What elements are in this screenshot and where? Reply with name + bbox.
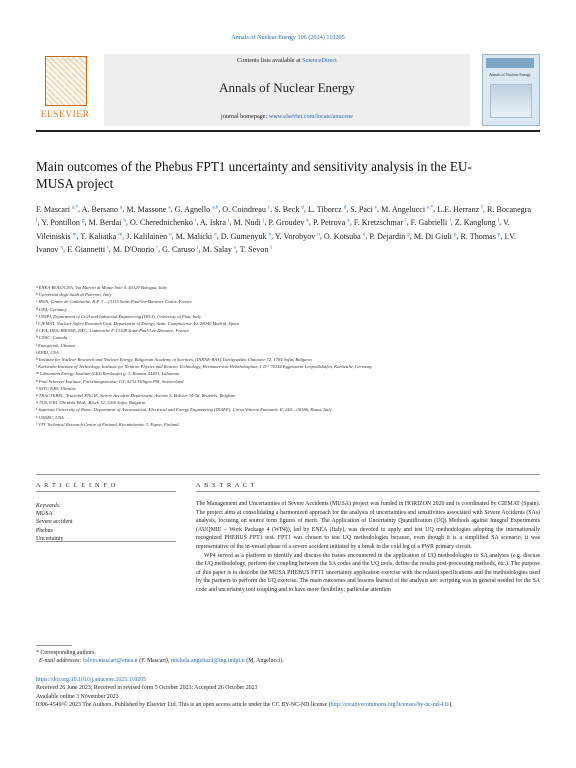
- affiliation: [36, 284, 556, 291]
- affiliation-text: ENEA-BOLOGNA, Via Martiri di Monte Sole 4, 40129 Bologna, Italy: [38, 285, 168, 290]
- affiliation-label: p: [36, 393, 38, 398]
- author-affiliation-marker[interactable]: g: [82, 218, 85, 224]
- affiliation: [36, 385, 556, 392]
- author-affiliation-marker[interactable]: a: [120, 205, 123, 210]
- keywords-block: [36, 502, 176, 543]
- author[interactable]: [82, 205, 123, 214]
- affiliation-label: n: [36, 378, 38, 383]
- author-affiliation-marker[interactable]: a,b: [212, 205, 219, 210]
- journal-title: Annals of Nuclear Energy: [219, 80, 355, 95]
- author-name: A. Iskra: [199, 218, 226, 228]
- corresponding-footnote: [36, 649, 536, 666]
- author-affiliation-marker[interactable]: q: [60, 245, 64, 251]
- affiliation: [36, 327, 556, 334]
- author[interactable]: [411, 218, 451, 227]
- affiliation-text: Sapienza University of Rome, Department of Astronautical, Electrical and Energy Engineering (DIAEE), Corso Vittorio Emanuele II, 244 – 00186, Roma, Italy: [38, 407, 332, 413]
- affiliation-text: CEA, DES, IRESNE, DEC, Cadarache F-13108 Saint-Paul-Lez-Durance, France: [38, 328, 189, 334]
- affiliation-text: CIEMAT, Nuclear Safety Research Unit, Department of Energy, Avda. Complutense 40, 28040 Madrid, Spain: [38, 321, 239, 327]
- affiliation: [36, 406, 556, 413]
- email-link[interactable]: michela.angelucci@ing.unipi.it: [170, 658, 245, 665]
- affiliation-text: Lithuanian Energy Institute (LEI) Breslaujos g. 3, Kaunas 44403, Lithuania: [39, 371, 180, 377]
- author[interactable]: [89, 218, 126, 227]
- author-name: S. Beck: [274, 204, 300, 214]
- author[interactable]: [175, 205, 219, 214]
- author-affiliation-marker[interactable]: c: [267, 205, 271, 210]
- author-affiliation-marker[interactable]: o: [317, 231, 320, 237]
- affiliation: [36, 378, 556, 385]
- affiliation-label: q: [36, 400, 38, 405]
- author-name: Z. Kanglong: [454, 218, 496, 228]
- author-name: R. Thomas: [460, 231, 496, 241]
- affiliation-text: USNRC, USA: [38, 414, 64, 420]
- affiliation: [36, 392, 556, 399]
- author-affiliation-marker[interactable]: e: [374, 205, 378, 210]
- affiliation: [36, 334, 556, 341]
- author-affiliation-marker[interactable]: h: [123, 218, 126, 224]
- author-name: F. Giannetti: [67, 245, 106, 255]
- cover-image: [490, 84, 532, 118]
- author-name: M. Massone: [126, 204, 167, 214]
- author[interactable]: [36, 205, 78, 214]
- online-date: Available online 3 November 2023: [36, 693, 119, 700]
- author-name: G. Caruso: [162, 245, 195, 255]
- author-name: M. Salay: [202, 245, 232, 255]
- keyword: Severe accident: [36, 519, 73, 526]
- affiliation-label: s: [36, 414, 38, 419]
- author-name: P. Groudev: [268, 218, 305, 228]
- author-affiliation-marker[interactable]: j: [262, 218, 265, 224]
- author[interactable]: [113, 245, 158, 254]
- affiliation-text: TUS, 8 Kl. Ohridski Blvd., Block 12, 1000 Sofia, Bulgaria: [38, 400, 146, 406]
- author-name: R. Bocanegra: [486, 204, 532, 214]
- author-name: P. Petrova: [312, 218, 346, 228]
- affiliation-text: UNIPI, Department of Civil and Industrial Engineering (DICI), University of Pisa, Italy: [38, 313, 201, 319]
- author-name: Y. Pontillon: [41, 218, 80, 228]
- keywords-label: Keywords:: [36, 503, 61, 509]
- affiliation: [36, 421, 556, 428]
- affiliation: [36, 342, 556, 349]
- affiliation-label: m: [36, 371, 39, 376]
- author[interactable]: [308, 205, 346, 214]
- affiliation-text: Karlsruhe Institute of Technology, Institute for Neutron Physics and Reactor Technology, Hermann-von-Helmholtzplatz, 1 D - 76344 Eggenstein-Leopoldshafen, Karlsruhe, Germany: [38, 364, 373, 370]
- author-name: M. D'Onorio: [112, 245, 155, 255]
- author-affiliation-marker[interactable]: a: [168, 205, 171, 210]
- author-affiliation-marker[interactable]: r: [156, 245, 159, 251]
- author-name: D. Gumenyuk: [220, 231, 267, 241]
- affiliation-label: r: [36, 407, 38, 412]
- email-label: E-mail addresses:: [38, 658, 82, 665]
- author-affiliation-marker[interactable]: l: [497, 218, 500, 224]
- author-name: I.V. Ivanov: [36, 231, 516, 255]
- author[interactable]: [369, 232, 410, 241]
- publisher-logo[interactable]: ELSEVIER: [40, 110, 90, 120]
- author[interactable]: [176, 232, 217, 241]
- section-divider: [36, 474, 540, 475]
- author[interactable]: [162, 245, 199, 254]
- author-affiliation-marker[interactable]: p: [453, 231, 457, 237]
- cover-title: Annals of Nuclear Energy: [489, 72, 531, 77]
- author-affiliation-marker[interactable]: p: [407, 231, 410, 237]
- author[interactable]: [240, 245, 272, 254]
- affiliation: [36, 414, 556, 421]
- author[interactable]: [275, 232, 320, 241]
- article-info-heading: A R T I C L E I N F O: [36, 482, 117, 489]
- affiliation-text: IRSN, Centre de Cadarache, B.P. 3 – 13115 Saint-Paul-lez-Durance Cedex, France: [38, 299, 192, 305]
- license-statement: [36, 701, 540, 709]
- author-affiliation-marker[interactable]: r: [196, 245, 199, 251]
- author-affiliation-marker[interactable]: r: [107, 245, 109, 251]
- keyword: Phebus: [36, 527, 53, 534]
- affiliation: [36, 320, 556, 327]
- author-name: L.E. Herranz: [437, 204, 480, 214]
- author[interactable]: [233, 218, 264, 227]
- author-affiliation-marker[interactable]: a,*: [72, 205, 78, 210]
- journal-homepage: [104, 113, 470, 120]
- affiliation-text: EPRI, USA: [38, 349, 59, 355]
- email-owner: (F. Mascari),: [139, 658, 170, 665]
- author-name: F. Gabrielli: [410, 218, 448, 228]
- doi-link[interactable]: https://doi.org/10.1016/j.anucene.2023.110205: [36, 677, 147, 683]
- author-affiliation-marker[interactable]: n: [214, 231, 217, 237]
- affiliation-text: TRACTEBEL, Tractebel ENGIE, Severe Accident Department, Avenue S. Bolivar 34-36, Brussels, Belgium: [38, 393, 235, 399]
- author-name: T. Kaliatka: [80, 231, 117, 241]
- author[interactable]: [67, 245, 109, 254]
- abstract-paragraph: The Management and Uncertainties of Severe Accidents (MUSA) project was funded in HORIZON 2020 and is coordinated by CIEMAT (Spain). The project aims at consolidating a harmonized approach for the analysis of uncertainties and sensitivities associated with Severe Accidents (SAs) analysis, focusing on source term figures of merit. The Application of Uncertainty Quantification (UQ) Methods against Integral Experiments (AUQMIE – Work Package 4 (WP4)), led by ENEA (Italy), was devoted to apply and test UQ methodologies adopting the internationally recognized PHEBUS FPT1 test. FPT1 was chosen to test UQ methodologies because, even though it is a simplified SA scenario, it was representative of the in-vessel phase of a severe accident initiated by a break in the cold leg of a PWR primary circuit.: [196, 501, 540, 550]
- publication-info: [36, 676, 540, 710]
- author-name: Y. Vorobyov: [274, 231, 316, 241]
- affiliation-label: b: [36, 292, 38, 297]
- author[interactable]: [126, 232, 171, 241]
- abstract-body: [196, 500, 540, 595]
- author[interactable]: [200, 218, 230, 227]
- license-link[interactable]: http://creativecommons.org/licenses/by-nc-nd/4.0/: [330, 702, 450, 709]
- author-name: G. Agnello: [174, 204, 211, 214]
- author-name: L. Tiborcz: [307, 204, 342, 214]
- corresponding-label: Corresponding authors.: [40, 650, 96, 656]
- author-name: M. Nudi: [233, 218, 261, 228]
- author[interactable]: [350, 205, 377, 214]
- affiliation-text: Paul Scherrer Institute, Forschungsstrasse 111, 5232 Villigen PSI, Switzerland: [38, 378, 184, 384]
- author[interactable]: [221, 232, 271, 241]
- author-affiliation-marker[interactable]: d: [343, 205, 347, 210]
- author-affiliation-marker[interactable]: p: [497, 231, 501, 237]
- author-affiliation-marker[interactable]: f: [36, 218, 38, 224]
- affiliation-text: Institute for Nuclear Research and Nuclear Energy, Bulgarian Academy of Sciences, (INRNE-BAS) Tzarigradsko Chaussee 72, 1784 Sofia, Bulgaria: [38, 357, 312, 363]
- affiliation-label: e: [36, 313, 38, 318]
- affiliation-list: [36, 284, 556, 428]
- homepage-prefix: journal homepage:: [221, 113, 269, 120]
- author-affiliation-marker[interactable]: n: [169, 231, 172, 237]
- author[interactable]: [313, 218, 350, 227]
- license-prefix: 0306-4549/© 2023 The Authors. Published by Elsevier Ltd. This is an open access article under the CC BY-NC-ND license (: [36, 702, 331, 709]
- author[interactable]: [126, 205, 170, 214]
- author-affiliation-marker[interactable]: f: [481, 205, 483, 210]
- author-name: A. Bersano: [81, 204, 119, 214]
- author-name: M. Berdai: [88, 218, 122, 228]
- affiliation: [36, 370, 556, 377]
- author[interactable]: [41, 218, 84, 227]
- author-affiliation-marker[interactable]: t: [270, 245, 272, 251]
- affiliation-label: i: [36, 342, 37, 347]
- author-affiliation-marker[interactable]: d: [301, 205, 304, 210]
- author-name: V. Vileiniskis: [36, 218, 510, 241]
- author-affiliation-marker[interactable]: l: [405, 218, 407, 224]
- author[interactable]: [268, 218, 309, 227]
- author[interactable]: [381, 205, 433, 214]
- affiliation-label: j: [36, 349, 37, 354]
- affiliation-label: d: [36, 306, 38, 311]
- author[interactable]: [222, 205, 270, 214]
- author-name: T. Sevon: [239, 245, 269, 255]
- author[interactable]: [80, 232, 122, 241]
- author-affiliation-marker[interactable]: i: [228, 218, 230, 224]
- contents-line: [104, 57, 470, 64]
- author[interactable]: [455, 218, 499, 227]
- author[interactable]: [203, 245, 236, 254]
- author-name: O. Coindreau: [222, 204, 266, 214]
- abstract-paragraph: WP4 served as a platform to identify and discuss the issues encountered in the application of UQ methodologies to SA analyses (e.g. discuss the UQ methodology, perform the coupling between the SA codes and the UQ tools, define the results post-processing methods, etc.). The purpose of this paper is to describe the MUSA PHEBUS FPT1 uncertainty application exercise with the related specifications and the methodologies used by the partners to perform the UQ exercise. The main outcomes and lessons learned of the analysis are: scripting was in general needed for the SA code and uncertainty tool coupling and to have more flexibility; particular attention: [196, 552, 540, 593]
- author-name: F. Mascari: [36, 204, 70, 214]
- author-name: S. Paci: [350, 204, 373, 214]
- author[interactable]: [414, 232, 457, 241]
- sciencedirect-link[interactable]: ScienceDirect: [302, 57, 337, 64]
- author-affiliation-marker[interactable]: s: [233, 245, 236, 251]
- author-affiliation-marker[interactable]: o: [362, 231, 366, 237]
- author[interactable]: [437, 205, 483, 214]
- affiliation-label: k: [36, 357, 38, 362]
- affiliation-label: g: [36, 328, 38, 333]
- affiliation-text: Energorisk, Ukraine: [38, 342, 76, 348]
- author-affiliation-marker[interactable]: k: [347, 218, 350, 224]
- contents-prefix: Contents lists available at: [237, 57, 303, 64]
- author-affiliation-marker[interactable]: m: [118, 231, 123, 237]
- elsevier-tree-logo: [45, 56, 87, 106]
- affiliation-text: GRS, Germany: [38, 306, 67, 312]
- author-list: F. Mascari $^{a,*}$, A. Bersano $^a$, M. Massone $^a$, G. Agnello $^{a,b}$, O. Coindreau $^c$, S. Beck $^d$, L. Tiborcz $^d$, S. Paci $^e$, M. Angelucci $^{e,*}$, L.E. Herranz $^f$, R. Bocanegra $^f$, Y. Pontillon $^g$, M. Berdai $^h$, O. Cherednichenko $^i$, A. Iskra $^i$, M. Nudi $^j$, P. Groudev $^k$, P. Petrova $^k$, F. Kretzschmar $^l$, F. Gabrielli $^l$, Z. Kanglong $^l$, V. Vileiniskis $^m$, T. Kaliatka $^m$, J. Kalilainen $^n$, M. Malicki $^n$, D. Gumenyuk $^o$, Y. Vorobyov $^o$, O. Kotsuba $^o$, P. Dejardin $^p$, M. Di Giuli $^p$, R. Thomas $^p$, I.V. Ivanov $^q$, F. Giannetti $^r$, M. D'Onorio $^r$, G. Caruso $^r$, M. Salay $^s$, T. Sevon $^t$: [36, 204, 532, 255]
- affiliation: [36, 313, 556, 320]
- affiliation-text: Università degli Studi di Palermo, Italy: [38, 292, 112, 298]
- affiliation: [36, 298, 556, 305]
- keyword: Uncertainty: [36, 535, 64, 542]
- affiliation-label: o: [36, 385, 38, 390]
- author[interactable]: [460, 232, 500, 241]
- affiliation-label: c: [36, 299, 38, 304]
- footnote-rule: [36, 645, 72, 646]
- cover-stripe: [486, 58, 534, 68]
- affiliation: [36, 291, 556, 298]
- author-name: M. Di Giuli: [413, 231, 452, 241]
- abstract-heading: A B S T R A C T: [196, 482, 256, 489]
- author-affiliation-marker[interactable]: i: [194, 218, 197, 224]
- affiliation-text: SSTC NRS, Ukraine: [38, 385, 76, 391]
- affiliation-label: h: [36, 335, 38, 340]
- affiliation-label: t: [36, 421, 37, 426]
- affiliation: [36, 349, 556, 356]
- author-name: O. Cherednichenko: [129, 218, 193, 228]
- article-title: Main outcomes of the Phebus FPT1 uncertainty and sensitivity analysis in the EU-MUSA project: [36, 159, 472, 191]
- author[interactable]: [274, 205, 304, 214]
- affiliation-label: f: [36, 321, 38, 326]
- author[interactable]: [324, 232, 365, 241]
- affiliation-text: VTT Technical Research Centre of Finland, Kivimiehentie 3, Espoo, Finland: [38, 421, 179, 427]
- affiliation-label: a: [36, 285, 38, 289]
- author[interactable]: [130, 218, 196, 227]
- journal-citation[interactable]: Annals of Nuclear Energy 196 (2024) 110205: [231, 34, 345, 41]
- author-name: O. Kotsuba: [323, 231, 361, 241]
- affiliation: [36, 399, 556, 406]
- abstract-rule: [196, 491, 540, 492]
- affiliation-text: CNSC, Canada: [38, 335, 68, 341]
- author-affiliation-marker[interactable]: m: [72, 231, 77, 237]
- author-affiliation-marker[interactable]: l: [449, 218, 451, 224]
- keyword: MUSA: [36, 511, 53, 518]
- article-info-rule: [36, 491, 176, 492]
- author-name: P. Dejardin: [369, 231, 406, 241]
- author-affiliation-marker[interactable]: o: [268, 231, 272, 237]
- author-affiliation-marker[interactable]: k: [306, 218, 309, 224]
- author-affiliation-marker[interactable]: e,*: [427, 205, 434, 210]
- license-suffix: ).: [449, 702, 453, 709]
- email-owner: (M. Angelucci).: [246, 658, 284, 665]
- author[interactable]: [354, 218, 407, 227]
- email-link[interactable]: fulvio.mascari@enea.it: [82, 658, 138, 665]
- author-name: F. Kretzschmar: [353, 218, 404, 228]
- footnote-marker: *: [36, 650, 39, 656]
- affiliation-label: l: [36, 364, 37, 369]
- affiliation: [36, 306, 556, 313]
- author-name: M. Angelucci: [381, 204, 426, 214]
- affiliation: [36, 356, 556, 363]
- homepage-link[interactable]: www.elsevier.com/locate/anucene: [268, 113, 353, 120]
- author-name: M. Malicki: [175, 231, 213, 241]
- author-name: J. Kalilainen: [126, 231, 168, 241]
- affiliation: [36, 363, 556, 370]
- received-dates: Received 26 June 2023; Received in revised form 5 October 2023; Accepted 26 October 2023: [36, 685, 258, 692]
